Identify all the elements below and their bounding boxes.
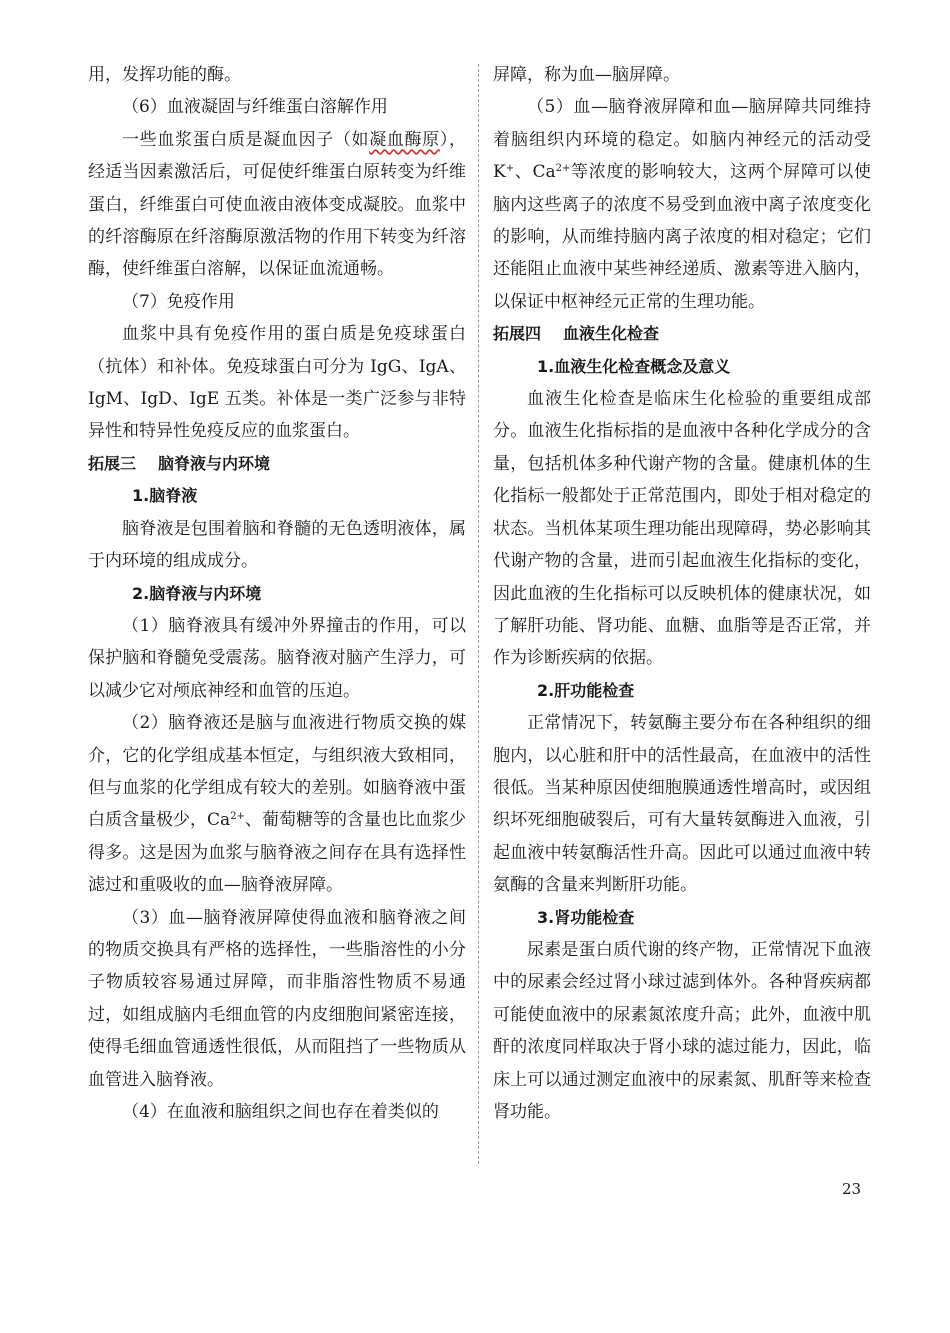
- subheading-liver-function: 2.肝功能检查: [537, 680, 635, 700]
- paragraph: （3）血—脑脊液屏障使得血液和脑脊液之间的物质交换具有严格的选择性，一些脂溶性的小分子物质较容易通过屏障，而非脂溶性物质不易通过，如组成脑内毛细血管的内皮细胞间紧密连接，使得毛细血管通透性很低，从而阻挡了一些物质从血管进入脑脊液。: [88, 907, 466, 1090]
- paragraph: 血液生化检查是临床生化检验的重要组成部分。血液生化指标指的是血液中各种化学成分的含量，包括机体多种代谢产物的含量。健康机体的生化指标一般都处于正常范围内，即处于相对稳定的状态。当机体某项生理功能出现障碍，势必影响其代谢产物的含量，进而引起血液生化指标的变化，因此血液的生化指标可以反映机体的健康状况，如了解肝功能、肾功能、血糖、血脂等是否正常，并作为诊断疾病的依据。: [493, 389, 871, 669]
- page-number: 23: [842, 1180, 862, 1198]
- paragraph: [88, 707, 466, 901]
- wavy-underlined-term: 凝血酶原: [369, 129, 440, 150]
- paragraph: [493, 91, 871, 318]
- subsection-title-immunity: （7）免疫作用: [122, 291, 235, 312]
- section-heading-extension-3: [88, 448, 466, 480]
- subheading-csf-internal-env: 2.脑脊液与内环境: [132, 583, 262, 603]
- section-title: 脑脊液与内环境: [158, 453, 271, 473]
- text: （2）脑脊液还是脑与血液进行物质交换的媒介，它的化学组成基本恒定，与组织液大致相同，但与血浆的化学组成有较大的差别。如脑脊液中蛋白质含量极少，Ca: [88, 713, 466, 831]
- paragraph: 屏障，称为血—脑屏障。: [493, 65, 680, 85]
- text: ），经适当因素激活后，可促使纤维蛋白原转变为纤维蛋白，纤维蛋白可使血液由液体变成凝胶。血浆中的纤溶酶原在纤溶酶原激活物的作用下转变为纤溶酶，使纤维蛋白溶解，以保证血流通畅。: [88, 129, 467, 280]
- section-label: 拓展三: [88, 453, 137, 473]
- paragraph: （4）在血液和脑组织之间也存在着类似的: [122, 1102, 439, 1122]
- subheading-csf: 1.脑脊液: [132, 486, 198, 506]
- text: 一些血浆蛋白质是凝血因子（如: [122, 129, 370, 150]
- section-title: 血液生化检查: [563, 324, 660, 344]
- subheading-kidney-function: 3.肾功能检查: [537, 907, 635, 927]
- text: （5）血—脑脊液屏障和血—脑屏障共同维持着脑组织内环境的稳定。如脑内神经元的活动受 K: [493, 97, 871, 183]
- paragraph: 脑脊液是包围着脑和脊髓的无色透明液体，属于内环境的组成成分。: [88, 518, 466, 572]
- paragraph: （1）脑脊液具有缓冲外界撞击的作用，可以保护脑和脊髓免受震荡。脑脊液对脑产生浮力，可以减少它对颅底神经和血管的压迫。: [88, 615, 466, 701]
- section-label: 拓展四: [493, 324, 542, 344]
- text: 等浓度的影响较大，这两个屏障可以使脑内这些离子的浓度不易受到血液中离子浓度变化的影响，从而维持脑内离子浓度的相对稳定；它们还能阻止血液中某些神经递质、激素等进入脑内，以保证中枢神经元正常的生理功能。: [493, 162, 871, 312]
- paragraph: 正常情况下，转氨酶主要分布在各种组织的细胞内，以心脏和肝中的活性最高，在血液中的活性很低。当某种原因使细胞膜通透性增高时，或因组织坏死细胞破裂后，可有大量转氨酶进入血液，引起血液中转氨酶活性升高。因此可以通过血液中转氨酶的含量来判断肝功能。: [493, 713, 871, 896]
- paragraph: [88, 124, 466, 286]
- paragraph: 尿素是蛋白质代谢的终产物，正常情况下血液中的尿素会经过肾小球过滤到体外。各种肾疾病都可能使血液中的尿素氮浓度升高；此外，血液中肌酐的浓度同样取决于肾小球的滤过能力，因此，临床上可以通过测定血液中的尿素氮、肌酐等来检查肾功能。: [493, 939, 871, 1122]
- column-divider: [478, 64, 479, 1164]
- superscript: 2+: [555, 163, 571, 175]
- left-column: [88, 59, 466, 1128]
- text: 、葡萄糖等的含量也比血浆少得多。这是因为血浆与脑脊液之间存在具有选择性滤过和重吸收的血—脑脊液屏障。: [88, 810, 466, 896]
- section-heading-extension-4: [493, 318, 871, 350]
- subheading-blood-biochem: 1.血液生化检查概念及意义: [537, 356, 731, 376]
- superscript: 2+: [230, 811, 245, 823]
- right-column: [493, 59, 871, 1128]
- superscript: +: [505, 163, 515, 175]
- subsection-title-blood-coagulation: （6）血液凝固与纤维蛋白溶解作用: [122, 97, 388, 118]
- paragraph: 用，发挥功能的酶。: [88, 65, 241, 85]
- text: 、Ca: [514, 162, 556, 183]
- paragraph: 血浆中具有免疫作用的蛋白质是免疫球蛋白（抗体）和补体。免疫球蛋白可分为 IgG、IgA、IgM、IgD、IgE 五类。补体是一类广泛参与非特异性和特异性免疫反应的血浆蛋白。: [88, 324, 466, 442]
